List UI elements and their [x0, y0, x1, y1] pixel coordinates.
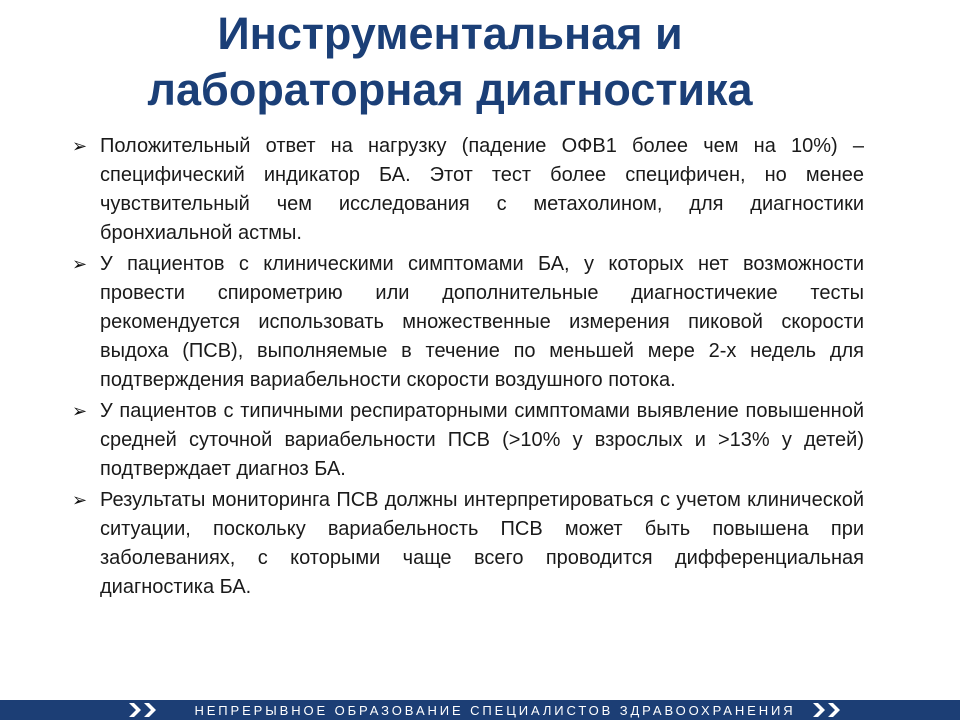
- bullet-item: [72, 397, 864, 484]
- chevron-right-arrow-icon: ➢: [72, 254, 88, 274]
- title-line-1: Инструментальная и: [217, 8, 683, 59]
- double-chevron-right-icon: [812, 701, 841, 719]
- double-chevron-right-icon: [128, 701, 157, 719]
- footer-bar: [0, 700, 960, 720]
- bullet-text: У пациентов с типичными респираторными симптомами выявление повышенной средней суточной вариабельности ПСВ (>10% у взрослых и >13% у детей) подтверждает диагноз БА.: [100, 400, 864, 480]
- bullet-item: [72, 250, 864, 395]
- bullet-text: Результаты мониторинга ПСВ должны интерпретироваться с учетом клинической ситуации, поскольку вариабельность ПСВ может быть повышена при заболеваниях, с которыми чаще всего проводится дифференциальная диагностика БА.: [100, 489, 864, 598]
- footer-text: НЕПРЕРЫВНОЕ ОБРАЗОВАНИЕ СПЕЦИАЛИСТОВ ЗДРАВООХРАНЕНИЯ: [194, 703, 796, 718]
- bullet-item: [72, 132, 864, 248]
- chevron-right-arrow-icon: ➢: [72, 401, 88, 421]
- bullet-text: У пациентов с клиническими симптомами БА, у которых нет возможности провести спирометрию или дополнительные диагностичекие тесты рекомендуется использовать множественные измерения пиковой скорости выдоха (ПСВ), выполняемые в течение по меньшей мере 2-х недель для подтверждения вариабельности скорости воздушного потока.: [100, 253, 864, 391]
- chevron-right-arrow-icon: ➢: [72, 490, 88, 510]
- bullet-list: [72, 132, 864, 604]
- chevron-right-arrow-icon: ➢: [72, 136, 88, 156]
- bullet-item: [72, 486, 864, 602]
- slide-title: [0, 6, 900, 118]
- title-line-2: лабораторная диагностика: [147, 64, 753, 115]
- bullet-text: Положительный ответ на нагрузку (падение ОФВ1 более чем на 10%) – специфический индикатор БА. Этот тест более специфичен, но менее чувствительный чем исследования с метахолином, для диагностики бронхиальной астмы.: [100, 135, 864, 244]
